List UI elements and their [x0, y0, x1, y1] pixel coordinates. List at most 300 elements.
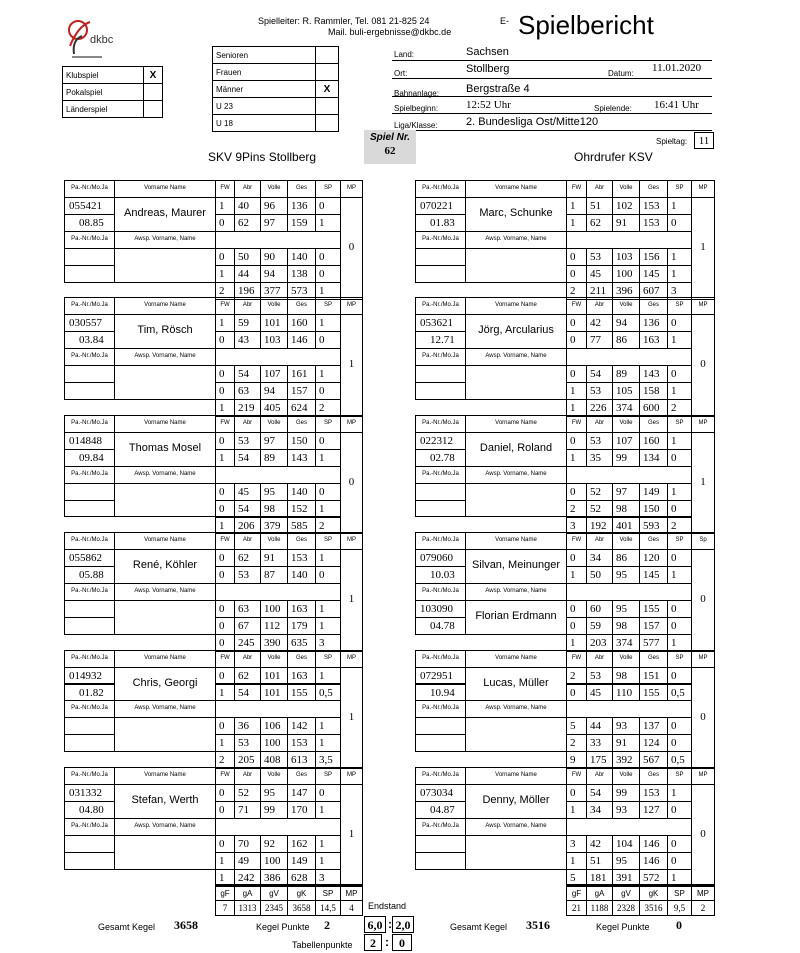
col-header-pa-text: Pa.-Nr./Mo.Ja: [71, 353, 108, 360]
col-header-abr-text: Abr: [242, 772, 253, 778]
ort-label: Ort:: [394, 69, 408, 78]
lane-value-text: 54: [590, 786, 601, 799]
tab-home-value: 2: [370, 936, 376, 950]
col-header-ges: [287, 297, 316, 315]
col-header-fw: [566, 532, 587, 550]
category-label-text: Senioren: [216, 51, 249, 60]
match-point: [340, 667, 363, 770]
player-id: [64, 549, 115, 567]
match-point-text: 1: [348, 358, 355, 371]
col-header-abr-text: Abr: [594, 185, 605, 191]
totals-header-text: gV: [269, 889, 279, 898]
lane-value: [667, 214, 692, 232]
match-point: [340, 197, 363, 300]
lane-value: [566, 432, 587, 450]
lane-value-text: 153: [291, 737, 308, 750]
col-header-sp-text: SP: [323, 419, 332, 426]
lane-value-text: 0: [219, 334, 225, 347]
totals-header-text: gK: [296, 889, 307, 898]
lane-value-text: 0: [570, 552, 576, 565]
player-year: [64, 684, 115, 702]
sub-name: [114, 835, 216, 870]
lane-value-text: 1: [219, 737, 225, 750]
endstand-label: Endstand: [368, 901, 407, 911]
lane-value: [234, 600, 261, 618]
total-value-text: 1: [219, 871, 225, 884]
player-name-text: Andreas, Maurer: [124, 206, 206, 219]
lane-value-text: 0: [570, 786, 576, 799]
lane-value: [639, 500, 668, 518]
lane-value-text: 157: [291, 385, 308, 398]
home-team-name: SKV 9Pins Stollberg: [208, 150, 317, 164]
lane-value: [315, 684, 341, 702]
lane-value: [667, 449, 692, 467]
player-id: [415, 432, 466, 450]
totals-value: [612, 900, 640, 916]
lane-value-text: 1: [219, 199, 225, 212]
lane-value-text: 1: [671, 334, 677, 347]
lane-value-text: 50: [590, 569, 601, 582]
lane-value: [639, 314, 668, 332]
col-header-ges: [639, 532, 668, 550]
sub-year-text: 04.78: [430, 619, 455, 632]
match-point: [691, 667, 715, 770]
col-header-fw-text: FW: [220, 772, 230, 778]
lane-value-text: 98: [616, 669, 627, 682]
lane-value: [234, 684, 261, 702]
lane-value-text: 71: [238, 803, 249, 816]
category-label: [212, 114, 316, 132]
totals-header-text: SP: [322, 889, 334, 898]
lane-value: [287, 684, 316, 702]
lane-value: [260, 784, 288, 802]
col-header-mp: [691, 180, 715, 198]
leader-line: Spielleiter: R. Rammler, Tel. 081 21-825 24: [258, 16, 430, 26]
col-header-volle: [260, 532, 288, 550]
lane-value: [586, 566, 613, 584]
lane-value-text: 1: [319, 619, 325, 632]
total-value-text: 396: [616, 284, 633, 297]
total-value-text: 572: [643, 871, 660, 884]
lane-value: [612, 801, 640, 819]
col-header-name-text: Vorname Name: [144, 654, 186, 661]
col-header-awsp: [465, 583, 567, 601]
lane-value: [260, 331, 288, 349]
lane-value-text: 0: [671, 317, 677, 330]
lane-value-text: 101: [264, 686, 281, 699]
lane-value: [566, 500, 587, 518]
lane-value: [639, 265, 668, 283]
col-header-volle-text: Volle: [619, 185, 633, 191]
lane-value: [287, 314, 316, 332]
col-header-sp-text: SP: [323, 302, 332, 309]
lane-value: [315, 784, 341, 802]
lane-value: [612, 197, 640, 215]
total-value-text: 624: [291, 402, 308, 415]
col-header-sp-text: SP: [675, 772, 684, 778]
total-value-text: 3: [319, 636, 325, 649]
lane-value: [234, 382, 261, 400]
lane-value-text: 1: [319, 216, 325, 229]
lane-value-text: 104: [616, 837, 633, 850]
lane-value: [566, 449, 587, 467]
lane-value: [667, 852, 692, 870]
player-name-text: Stefan, Werth: [131, 793, 199, 806]
col-header-ges: [287, 180, 316, 198]
total-value-text: 205: [238, 754, 255, 767]
col-header-mp: [340, 650, 363, 668]
lane-value: [667, 835, 692, 853]
col-header-name: [114, 532, 216, 550]
col-header-mp: [691, 297, 715, 315]
player-id: [64, 784, 115, 802]
total-value-text: 203: [590, 636, 607, 649]
player-year-text: 01.82: [79, 686, 104, 699]
lane-value-text: 143: [291, 451, 308, 464]
lane-value: [612, 566, 640, 584]
lane-value: [260, 432, 288, 450]
col-header-fw: [215, 767, 235, 785]
e-label: E-: [500, 16, 509, 26]
totals-value-text: 3516: [644, 903, 663, 913]
total-value-text: 401: [616, 519, 633, 532]
match-point-text: 1: [348, 710, 355, 723]
totals-value-text: 2345: [265, 903, 283, 913]
player-id-text: 031332: [69, 786, 102, 799]
lane-value: [667, 314, 692, 332]
col-header-fw-text: FW: [220, 654, 230, 661]
col-header-ges: [639, 180, 668, 198]
total-value-text: 628: [291, 871, 308, 884]
lane-value: [260, 500, 288, 518]
lane-value: [586, 717, 613, 735]
lane-value: [586, 734, 613, 752]
lane-value: [215, 248, 235, 266]
lane-value-text: 93: [616, 720, 627, 733]
lane-value: [234, 197, 261, 215]
col-header-name: [465, 297, 567, 315]
col-header-pa: [415, 297, 466, 315]
lane-value-text: 156: [643, 250, 660, 263]
lane-value-text: 136: [291, 199, 308, 212]
lane-value-text: 91: [616, 216, 627, 229]
col-header-volle: [612, 767, 640, 785]
col-header-sp: [667, 767, 692, 785]
col-header-pa: [64, 348, 115, 366]
lane-value-text: 67: [238, 619, 249, 632]
sub-id-text: 103090: [420, 603, 453, 615]
col-header-ges-text: Ges: [295, 185, 307, 191]
col-header-sp: [315, 767, 341, 785]
lane-value-text: 97: [264, 216, 275, 229]
lane-value-text: 0: [219, 216, 225, 229]
category-mark: [315, 46, 339, 64]
lane-value-text: 33: [590, 737, 601, 750]
lane-value-text: 44: [238, 267, 249, 280]
sub-year: [415, 382, 466, 400]
lane-value: [639, 617, 668, 635]
game-type-mark-text: X: [149, 70, 157, 81]
col-header-pa-text: Pa.-Nr./Mo.Ja: [422, 353, 459, 360]
lane-value: [315, 365, 341, 383]
col-header-mp-text: MP: [698, 772, 708, 778]
total-value-text: 391: [616, 871, 633, 884]
player-name: [465, 549, 567, 584]
away-team-name: Ohrdrufer KSV: [574, 150, 653, 164]
lane-value: [586, 248, 613, 266]
lane-value-text: 0: [671, 837, 677, 850]
lane-value-text: 0: [219, 368, 225, 381]
lane-value-text: 142: [291, 720, 308, 733]
lane-value-text: 1: [219, 451, 225, 464]
lane-value: [234, 331, 261, 349]
lane-value: [639, 667, 668, 685]
lane-value: [215, 566, 235, 584]
player-name: [114, 667, 216, 702]
col-header-pa: [64, 532, 115, 550]
player-name-text: Denny, Möller: [482, 793, 550, 806]
total-value-text: 607: [643, 284, 660, 297]
lane-value-text: 157: [643, 619, 660, 632]
totals-value: [234, 900, 261, 916]
lane-value-text: 153: [643, 786, 660, 799]
totals-value: [639, 900, 668, 916]
total-value-text: 5: [570, 871, 576, 884]
lane-value: [315, 483, 341, 501]
col-header-awsp: [114, 348, 216, 366]
player-id-text: 022312: [420, 434, 453, 447]
lane-value-text: 1: [319, 451, 325, 464]
ort-value: Stollberg: [466, 63, 510, 75]
col-header-abr-text: Abr: [242, 537, 253, 544]
col-header-pa: [64, 818, 115, 836]
sub-id: [64, 365, 115, 383]
lane-value-text: 1: [671, 786, 677, 799]
totals-value-text: 1188: [590, 903, 609, 913]
col-header-volle-text: Volle: [267, 302, 281, 309]
col-header-awsp-text: Awsp. Vorname, Name: [134, 822, 196, 829]
lane-value: [315, 248, 341, 266]
lane-value-text: 1: [671, 434, 677, 447]
lane-value: [667, 717, 692, 735]
player-name: [114, 432, 216, 467]
category-label-text: U 18: [216, 119, 233, 128]
lane-value-text: 105: [616, 385, 633, 398]
end-away-box: [392, 916, 414, 933]
lane-value: [612, 684, 640, 702]
total-value-text: 390: [264, 636, 281, 649]
lane-value-text: 42: [590, 837, 601, 850]
lane-value-text: 107: [616, 434, 633, 447]
col-header-fw-text: FW: [571, 772, 582, 778]
col-header-pa: [415, 767, 466, 785]
lane-value: [639, 365, 668, 383]
col-header-awsp: [465, 818, 567, 836]
col-header-pa: [64, 767, 115, 785]
col-header-mp-text: MP: [698, 302, 708, 309]
lane-value: [234, 717, 261, 735]
lane-value: [215, 382, 235, 400]
lane-value-text: 45: [238, 485, 249, 498]
lane-value-text: 0: [671, 619, 677, 632]
col-header-volle: [612, 180, 640, 198]
lane-value: [315, 214, 341, 232]
player-name-text: Tim, Rösch: [137, 324, 193, 337]
col-header-sp: [667, 650, 692, 668]
lane-value: [234, 566, 261, 584]
totals-value-text: 3658: [292, 903, 311, 913]
col-header-abr: [586, 767, 613, 785]
lane-value: [234, 265, 261, 283]
col-header-abr: [586, 532, 613, 550]
col-header-pa: [415, 700, 466, 718]
category-label-text: Frauen: [216, 68, 242, 77]
col-header-name: [465, 180, 567, 198]
lane-value-text: 1: [319, 368, 325, 381]
lane-value: [612, 483, 640, 501]
col-header-ges: [639, 650, 668, 668]
lane-value-text: 51: [590, 199, 601, 212]
lane-value-text: 155: [643, 686, 660, 699]
sub-name: [465, 717, 567, 752]
lane-value-text: 140: [291, 569, 308, 582]
col-header-pa-text: Pa.-Nr./Mo.Ja: [422, 822, 459, 829]
col-header-volle: [612, 415, 640, 433]
col-header-awsp-text: Awsp. Vorname, Name: [485, 470, 547, 477]
col-header-abr: [234, 297, 261, 315]
lane-value-text: 0: [671, 603, 677, 615]
datum-value: 11.01.2020: [652, 62, 702, 74]
lane-value-text: 179: [291, 619, 308, 632]
lane-value: [260, 566, 288, 584]
tab-away-box: [392, 934, 412, 951]
lane-value-text: 0: [671, 737, 677, 750]
lane-value: [667, 265, 692, 283]
lane-value: [566, 382, 587, 400]
lane-value: [215, 365, 235, 383]
player-id-text: 073034: [420, 786, 453, 799]
lane-value: [287, 566, 316, 584]
match-point-text: 1: [700, 475, 706, 488]
dkbc-logo: [60, 16, 120, 62]
lane-value-text: 100: [264, 603, 281, 615]
lane-value: [667, 617, 692, 635]
lane-value-text: 0: [219, 669, 225, 682]
totals-value-text: 9,5: [673, 903, 686, 913]
lane-value: [566, 331, 587, 349]
lane-value-text: 146: [643, 837, 660, 850]
lane-value-text: 35: [590, 451, 601, 464]
lane-value: [586, 801, 613, 819]
match-point: [340, 432, 363, 535]
lane-value: [234, 483, 261, 501]
category-mark: [315, 63, 339, 81]
lane-value-text: 2: [570, 737, 576, 750]
col-header-pa-text: Pa.-Nr./Mo.Ja: [71, 235, 108, 242]
away-kp-label: Kegel Punkte: [596, 922, 650, 932]
col-header-ges: [639, 767, 668, 785]
lane-value: [315, 331, 341, 349]
lane-value-text: 1: [219, 317, 225, 330]
lane-value-text: 1: [671, 250, 677, 263]
begin-value: 12:52 Uhr: [466, 99, 511, 111]
lane-value-text: 54: [238, 368, 249, 381]
total-value-text: 379: [264, 519, 281, 532]
lane-value: [586, 600, 613, 618]
col-header-abr-text: Abr: [594, 419, 605, 426]
lane-value-text: 53: [238, 737, 249, 750]
col-header-sp-text: SP: [323, 185, 332, 191]
col-header-sp: [315, 415, 341, 433]
lane-value-text: 40: [238, 199, 249, 212]
lane-value-text: 1: [219, 854, 225, 867]
col-header-sp-text: SP: [323, 537, 332, 544]
lane-value-text: 1: [671, 267, 677, 280]
lane-value-text: 138: [291, 267, 308, 280]
col-header-pa: [64, 466, 115, 484]
totals-value: [287, 900, 316, 916]
lane-value-text: 54: [238, 686, 249, 699]
bahn-value: Bergstraße 4: [466, 83, 530, 95]
lane-value-text: 1: [671, 199, 677, 212]
col-header-mp: [340, 415, 363, 433]
lane-value-text: 0: [570, 334, 576, 347]
player-name: [465, 667, 567, 702]
lane-value: [639, 449, 668, 467]
col-header-mp: [691, 415, 715, 433]
col-header-awsp-text: Awsp. Vorname, Name: [134, 353, 196, 360]
lane-value: [586, 382, 613, 400]
col-header-pa: [64, 583, 115, 601]
lane-value-text: 140: [291, 485, 308, 498]
lane-value-text: 107: [264, 368, 281, 381]
col-header-fw-text: FW: [220, 537, 230, 544]
sub-year: [64, 500, 115, 518]
lane-value-text: 163: [291, 669, 308, 682]
lane-value-text: 0: [570, 368, 576, 381]
total-value-text: 2: [671, 519, 677, 532]
totals-value: [566, 900, 587, 916]
col-header-pa-text: Pa.-Nr./Mo.Ja: [422, 772, 459, 778]
col-header-sp-text: SP: [675, 302, 684, 309]
lane-value: [639, 483, 668, 501]
totals-value-text: 21: [572, 903, 581, 913]
totals-header: [215, 884, 235, 901]
lane-value-text: 0: [319, 485, 325, 498]
game-type-label: [62, 66, 144, 84]
sub-year: [64, 734, 115, 752]
sub-id: [415, 483, 466, 501]
tab-home-box: [364, 934, 382, 951]
totals-header-text: SP: [674, 889, 685, 898]
total-value-text: 374: [616, 402, 633, 415]
lane-value-text: 1: [219, 267, 225, 280]
lane-value: [586, 197, 613, 215]
player-name: [114, 314, 216, 349]
lane-value: [586, 449, 613, 467]
col-header-abr-text: Abr: [242, 185, 253, 191]
sub-year: [64, 382, 115, 400]
col-header-mp: [340, 767, 363, 785]
lane-value: [667, 248, 692, 266]
total-value-text: 242: [238, 871, 255, 884]
lane-value: [639, 214, 668, 232]
col-header-ges-text: Ges: [647, 302, 659, 309]
col-header-mp-text: MP: [698, 419, 708, 426]
total-value-text: 9: [570, 754, 576, 767]
land-value: Sachsen: [466, 46, 509, 58]
lane-value-text: 62: [238, 669, 249, 682]
